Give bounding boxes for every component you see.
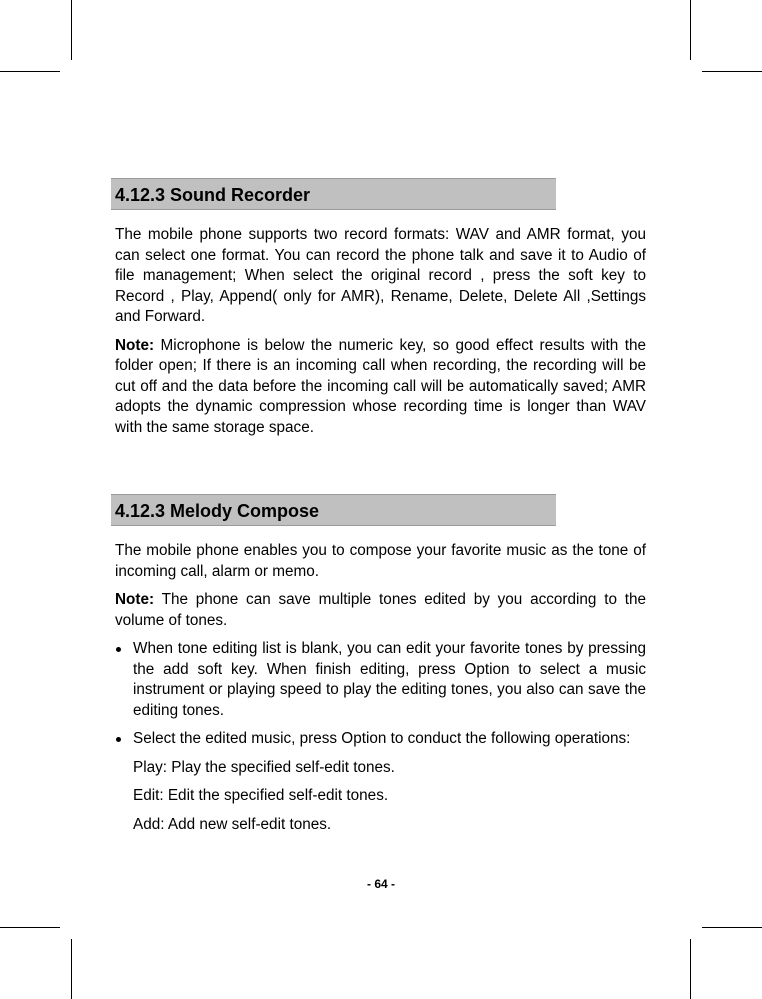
operation-edit: Edit: Edit the specified self-edit tones. <box>133 787 389 804</box>
crop-mark-top-left-vertical <box>71 0 72 60</box>
crop-mark-bottom-right-horizontal <box>702 927 762 928</box>
page-number: - 64 - <box>366 877 395 891</box>
note-label: Note: <box>115 336 155 354</box>
bullet-list-item <box>115 729 646 750</box>
crop-mark-top-right-horizontal <box>702 71 762 72</box>
bullet-list-item <box>115 639 646 721</box>
bullet-text: Select the edited music, press Option to conduct the following operations: <box>133 730 631 747</box>
crop-mark-bottom-left-vertical <box>71 939 72 999</box>
melody-compose-note <box>115 590 646 631</box>
crop-mark-bottom-left-horizontal <box>0 927 60 928</box>
bullet-icon <box>116 647 121 652</box>
crop-mark-top-right-vertical <box>690 0 691 60</box>
note-text: The phone can save multiple tones edited by you according to the volume of tones. <box>115 591 646 629</box>
section-heading-sound-recorder: 4.12.3 Sound Recorder <box>111 178 556 210</box>
page-content <box>115 178 646 835</box>
sound-recorder-note <box>115 336 646 439</box>
section-heading-melody-compose: 4.12.3 Melody Compose <box>111 494 556 526</box>
bullet-icon <box>116 737 121 742</box>
operation-play: Play: Play the specified self-edit tones. <box>133 758 395 776</box>
note-label: Note: <box>115 591 155 608</box>
melody-compose-description: The mobile phone enables you to compose your favorite music as the tone of incoming call, alarm or memo. <box>115 542 646 580</box>
crop-mark-top-left-horizontal <box>0 71 60 72</box>
sound-recorder-description: The mobile phone supports two record formats: WAV and AMR format, you can select one format. You can record the phone talk and save it to Audio of file management; When select the original record , press the soft key to Record , Play, Append( only for AMR), Rename, Delete, Delete All ,Settings and Forward. <box>115 226 646 325</box>
bullet-text: When tone editing list is blank, you can edit your favorite tones by pressing the add soft key. When finish editing, press Option to select a music instrument or playing speed to play the editing tones, you also can save the editing tones. <box>133 640 646 719</box>
operation-add: Add: Add new self-edit tones. <box>133 815 332 833</box>
crop-mark-bottom-right-vertical <box>690 939 691 999</box>
note-text: Microphone is below the numeric key, so good effect results with the folder open; If there is an incoming call when recording, the recording will be cut off and the data before the incoming call will be automatically saved; AMR adopts the dynamic compression whose recording time is longer than WAV with the same storage space. <box>115 336 646 436</box>
